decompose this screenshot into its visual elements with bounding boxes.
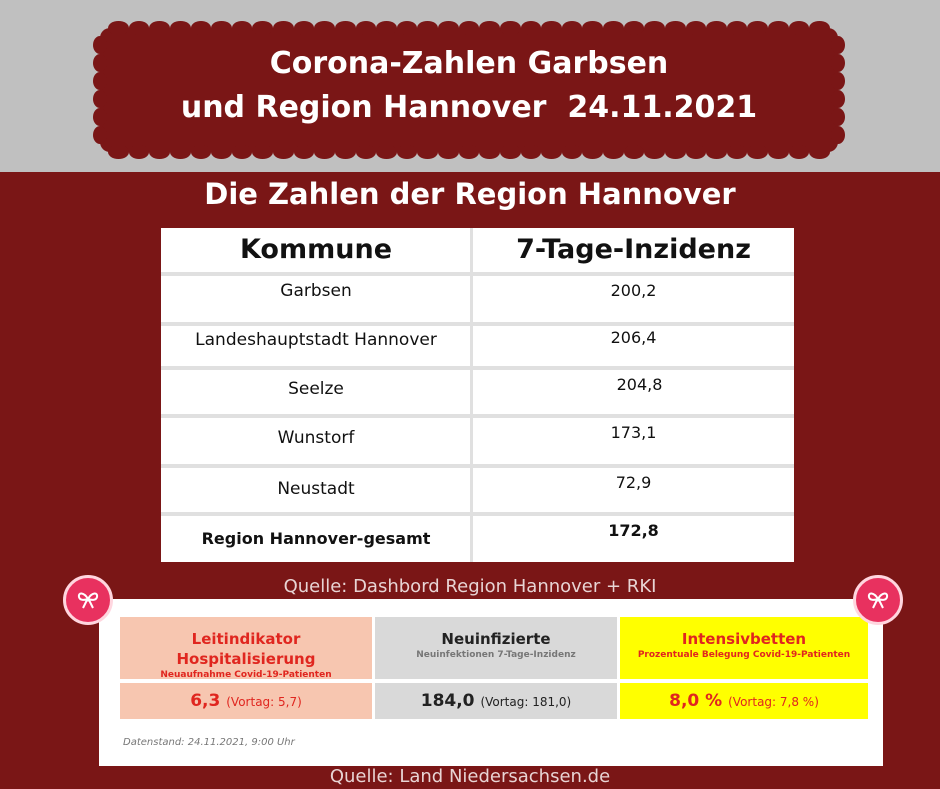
indicator-value-box [120,683,372,719]
bow-icon [853,575,903,625]
source-region: Quelle: Dashbord Region Hannover + RKI [283,576,657,597]
indicator-title-box [375,617,617,679]
indicator-title: Neuinfizierte [441,630,551,648]
indicator-previous: (Vortag: 181,0) [480,695,572,709]
indicator-value: 184,0 [420,691,475,711]
title-banner [100,28,838,152]
header-inzidenz: 7-Tage-Inzidenz [516,234,751,265]
row-name: Seelze [288,379,344,399]
indicator-title-box [120,617,372,679]
banner-title-line2: und Region Hannover 24.11.2021 [180,90,758,125]
table-row [161,370,794,414]
indicator-title-box [620,617,868,679]
row-name: Neustadt [277,479,355,499]
bow-icon [63,575,113,625]
table-row-total [161,516,794,562]
indicator-value-box [620,683,868,719]
table-row [161,418,794,464]
table-header-row [161,228,794,272]
indicator-title: Intensivbetten [681,630,807,648]
indicator-previous: (Vortag: 7,8 %) [728,695,819,709]
banner-scallop-bottom [108,145,830,159]
table-row [161,468,794,512]
indicator-subtitle: Prozentuale Belegung Covid-19-Patienten [637,650,851,660]
row-value: 173,1 [610,423,657,442]
row-name: Wunstorf [277,428,355,448]
source-niedersachsen: Quelle: Land Niedersachsen.de [329,766,611,787]
indicator-subtitle: Neuaufnahme Covid-19-Patienten [160,670,332,680]
row-name: Landeshauptstadt Hannover [195,330,437,350]
indicator-title: Leitindikator Hospitalisierung [176,630,316,668]
incidence-table [161,228,794,562]
table-row [161,276,794,322]
banner-scallop-top [108,21,830,35]
indicator-subtitle: Neuinfektionen 7-Tage-Inzidenz [416,650,576,660]
banner-title-line1: Corona-Zahlen Garbsen [269,46,669,81]
indicator-panel [99,599,883,766]
indicator-value: 8,0 % [669,691,723,711]
row-name: Region Hannover-gesamt [201,529,431,548]
indicator-previous: (Vortag: 5,7) [226,695,302,709]
row-value: 72,9 [615,473,652,492]
indicator-value-box [375,683,617,719]
section-title: Die Zahlen der Region Hannover [204,177,736,211]
table-row [161,326,794,366]
row-value: 172,8 [608,521,659,540]
header-kommune: Kommune [239,234,393,265]
indicator-value: 6,3 [190,691,221,711]
row-value: 204,8 [616,375,663,394]
row-name: Garbsen [280,281,352,301]
row-value: 206,4 [610,328,657,347]
datenstand: Datenstand: 24.11.2021, 9:00 Uhr [123,737,295,748]
banner-title [100,42,838,130]
row-value: 200,2 [610,281,657,300]
